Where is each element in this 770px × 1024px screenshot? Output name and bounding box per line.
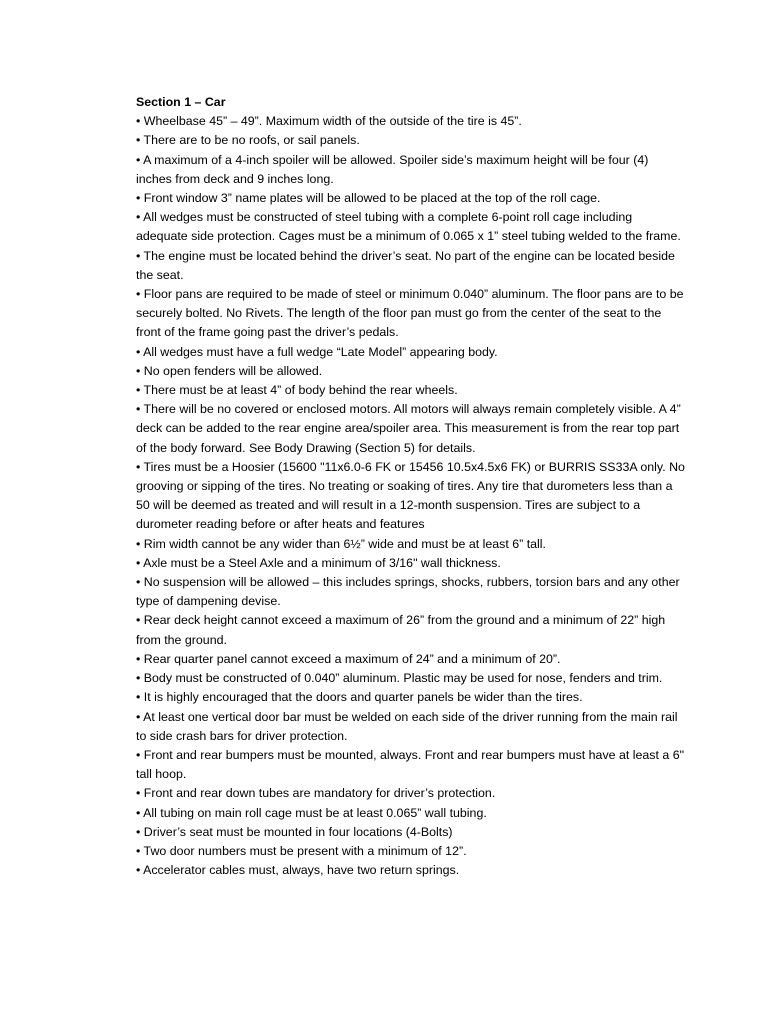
rule-item: • Rim width cannot be any wider than 6½” wide and must be at least 6” tall. [136,536,546,551]
rule-item: • Wheelbase 45” – 49”. Maximum width of the outside of the tire is 45”. [136,114,522,129]
rule-item: • The engine must be located behind the driver’s seat. No part of the engine can be located beside the seat. [136,248,675,282]
rule-item: • Floor pans are required to be made of steel or minimum 0.040” aluminum. The floor pans are to be securely bolted. No Rivets. The length of the floor pan must go from the center of the seat to the front of the frame going past the driver’s pedals. [136,287,684,340]
rule-item: • Tires must be a Hoosier (15600 "11x6.0-6 FK or 15456 10.5x4.5x6 FK) or BURRIS SS33A only. No grooving or sipping of the tires. No treating or soaking of tires. Any tire that durometers less than a 50 will be deemed as treated and will result in a 12-month suspension. Tires are subject to a durometer reading before or after heats and features [136,459,685,532]
rule-item: • At least one vertical door bar must be welded on each side of the driver running from the main rail to side crash bars for driver protection. [136,709,678,743]
rule-item: • Two door numbers must be present with a minimum of 12”. [136,843,467,858]
rules-list [136,112,686,880]
rule-item: • Accelerator cables must, always, have two return springs. [136,863,460,878]
rule-item: • Rear quarter panel cannot exceed a maximum of 24” and a minimum of 20”. [136,651,561,666]
rule-item: • A maximum of a 4-inch spoiler will be allowed. Spoiler side’s maximum height will be four (4) inches from deck and 9 inches long. [136,152,649,186]
rule-item: • Front and rear bumpers must be mounted, always. Front and rear bumpers must have at least a 6" tall hoop. [136,747,684,782]
rule-item: • There must be at least 4” of body behind the rear wheels. [136,383,458,398]
rule-item: • There are to be no roofs, or sail panels. [136,133,360,148]
rule-item: • All tubing on main roll cage must be at least 0.065” wall tubing. [136,805,487,820]
rule-item: • Body must be constructed of 0.040” aluminum. Plastic may be used for nose, fenders and trim. [136,671,663,686]
document-body [136,93,686,880]
rule-item: • Front window 3” name plates will be allowed to be placed at the top of the roll cage. [136,191,601,206]
rule-item: • All wedges must be constructed of steel tubing with a complete 6-point roll cage including adequate side protection. Cages must be a minimum of 0.065 x 1” steel tubing welded to the frame. [136,210,681,244]
rule-item: • Front and rear down tubes are mandatory for driver’s protection. [136,786,496,801]
section-title: Section 1 – Car [136,95,226,109]
rule-item: • Driver’s seat must be mounted in four locations (4-Bolts) [136,824,453,839]
rule-item: • Axle must be a Steel Axle and a minimum of 3/16" wall thickness. [136,555,501,570]
rule-item: • It is highly encouraged that the doors and quarter panels be wider than the tires. [136,690,583,705]
rule-item: • All wedges must have a full wedge “Late Model” appearing body. [136,344,498,359]
rule-item: • No open fenders will be allowed. [136,363,323,378]
rule-item: • Rear deck height cannot exceed a maximum of 26” from the ground and a minimum of 22” high from the ground. [136,613,666,647]
rule-item: • No suspension will be allowed – this includes springs, shocks, rubbers, torsion bars and any other type of dampening devise. [136,575,680,609]
rule-item: • There will be no covered or enclosed motors. All motors will always remain completely visible. A 4” deck can be added to the rear engine area/spoiler area. This measurement is from the rear top part of the body forward. See Body Drawing (Section 5) for details. [136,402,681,455]
